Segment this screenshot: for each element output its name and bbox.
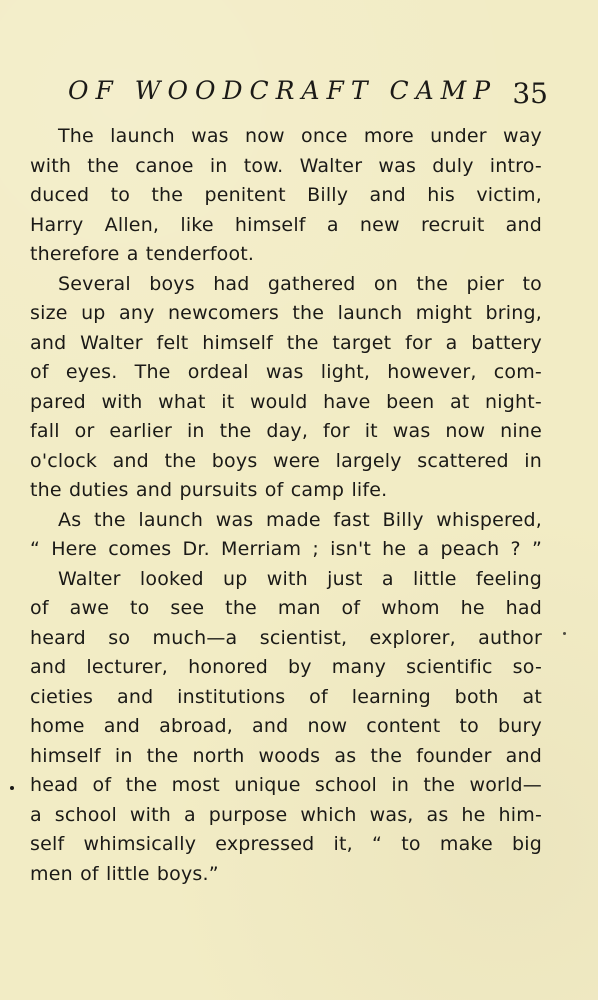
text-line: o'clock and the boys were largely scattered in: [30, 449, 542, 472]
text-line: and lecturer, honored by many scientific so-: [30, 656, 542, 678]
text-line: with the canoe in tow. Walter was duly intro-: [30, 154, 542, 177]
text-line: “ Here comes Dr. Merriam ; isn't he a peach ? ”: [30, 538, 542, 560]
body-text: [30, 122, 542, 889]
text-line: the duties and pursuits of camp life.: [30, 479, 388, 501]
text-line: himself in the north woods as the founder and: [30, 744, 542, 767]
text-line: of eyes. The ordeal was light, however, com-: [30, 361, 542, 383]
text-line: Walter looked up with just a little feeling: [58, 567, 542, 590]
running-head: OF WOODCRAFT CAMP: [68, 76, 498, 105]
print-speck: [563, 632, 566, 635]
text-line: As the launch was made fast Billy whispered,: [58, 508, 542, 531]
text-line: and Walter felt himself the target for a battery: [30, 331, 542, 354]
text-line: home and abroad, and now content to bury: [30, 715, 542, 737]
margin-mark: [10, 786, 14, 790]
text-line: Harry Allen, like himself a new recruit and: [30, 213, 542, 236]
text-line: of awe to see the man of whom he had: [30, 597, 542, 619]
text-line: duced to the penitent Billy and his victim,: [30, 184, 542, 206]
text-line: cieties and institutions of learning both at: [30, 685, 542, 708]
text-line: therefore a tenderfoot.: [30, 243, 255, 265]
text-line: self whimsically expressed it, “ to make big: [30, 833, 542, 855]
text-line: heard so much—a scientist, explorer, author: [30, 626, 542, 649]
page-number: 35: [512, 77, 548, 110]
text-line: Several boys had gathered on the pier to: [58, 272, 542, 295]
text-line: fall or earlier in the day, for it was now nine: [30, 420, 542, 442]
text-line: size up any newcomers the launch might bring,: [30, 302, 542, 324]
page-header: [68, 76, 548, 112]
text-line: The launch was now once more under way: [58, 125, 542, 147]
text-line: pared with what it would have been at night-: [30, 390, 542, 413]
text-line: men of little boys.”: [30, 862, 219, 885]
text-line: head of the most unique school in the world—: [30, 774, 542, 796]
text-line: a school with a purpose which was, as he him-: [30, 803, 542, 826]
